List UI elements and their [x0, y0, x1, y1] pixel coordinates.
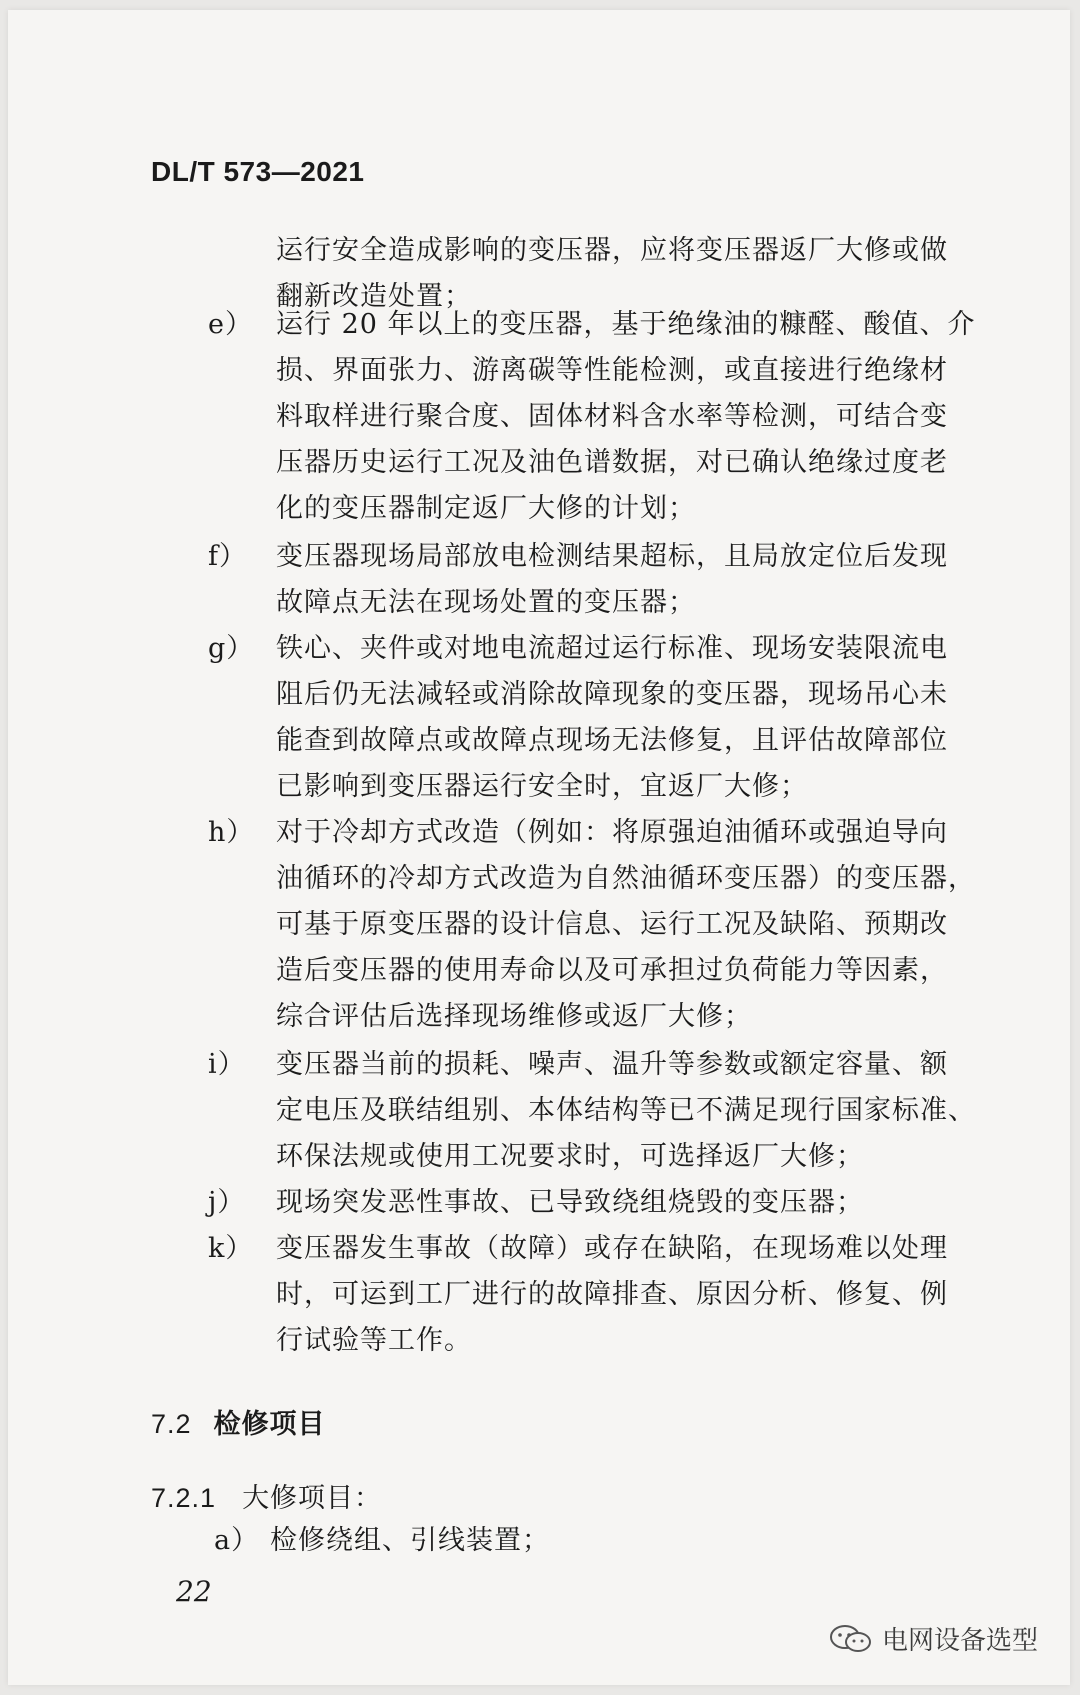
sub-list-item-a	[214, 1518, 1034, 1564]
text-line: 对于冷却方式改造（例如：将原强迫油循环或强迫导向	[276, 817, 948, 848]
standard-number: DL/T 573—2021	[151, 156, 365, 187]
text-line: 运行 20 年以上的变压器，基于绝缘油的糠醛、酸值、介	[276, 309, 976, 340]
list-marker: i）	[208, 1049, 246, 1080]
text-line: 时，可运到工厂进行的故障排查、原因分析、修复、例	[276, 1279, 948, 1310]
text-line: 已影响到变压器运行安全时，宜返厂大修；	[276, 771, 808, 802]
list-item-k	[208, 1226, 1028, 1364]
subsection-number: 7.2.1	[151, 1483, 217, 1513]
list-marker: j）	[208, 1187, 246, 1218]
text-line: 翻新改造处置；	[276, 281, 472, 312]
watermark	[828, 1620, 1038, 1657]
list-marker: g）	[208, 633, 255, 664]
text-line: 现场突发恶性事故、已导致绕组烧毁的变压器；	[276, 1187, 864, 1218]
text-line: 检修绕组、引线装置；	[270, 1525, 550, 1556]
list-item-e	[208, 302, 1028, 532]
wechat-icon	[828, 1624, 874, 1654]
text-line: 变压器发生事故（故障）或存在缺陷，在现场难以处理	[276, 1233, 948, 1264]
list-marker: e）	[208, 309, 253, 340]
text-line: 故障点无法在现场处置的变压器；	[276, 587, 696, 618]
list-item-j	[208, 1180, 1028, 1226]
text-line: 行试验等工作。	[276, 1325, 472, 1356]
section-number: 7.2	[151, 1409, 192, 1439]
subsection-title: 大修项目：	[242, 1483, 383, 1514]
text-line: 料取样进行聚合度、固体材料含水率等检测，可结合变	[276, 401, 948, 432]
watermark-text: 电网设备选型	[882, 1626, 1039, 1656]
document-page	[8, 10, 1070, 1685]
text-line: 阻后仍无法减轻或消除故障现象的变压器，现场吊心未	[276, 679, 948, 710]
section-heading	[151, 1402, 326, 1441]
text-line: 损、界面张力、游离碳等性能检测，或直接进行绝缘材	[276, 355, 948, 386]
list-item-f	[208, 534, 1028, 626]
text-line: 压器历史运行工况及油色谱数据，对已确认绝缘过度老	[276, 447, 948, 478]
list-item-g	[208, 626, 1028, 810]
text-line: 可基于原变压器的设计信息、运行工况及缺陷、预期改	[276, 909, 948, 940]
text-line: 化的变压器制定返厂大修的计划；	[276, 493, 696, 524]
section-title: 检修项目	[213, 1409, 326, 1440]
text-line: 综合评估后选择现场维修或返厂大修；	[276, 1001, 752, 1032]
text-line: 油循环的冷却方式改造为自然油循环变压器）的变压器，	[276, 863, 976, 894]
list-marker: a）	[214, 1525, 260, 1556]
page-number: 22	[176, 1575, 212, 1608]
subsection-heading	[151, 1476, 382, 1515]
list-marker: h）	[208, 817, 255, 848]
text-line: 变压器现场局部放电检测结果超标，且局放定位后发现	[276, 541, 948, 572]
list-marker: k）	[208, 1233, 254, 1264]
text-line: 能查到故障点或故障点现场无法修复，且评估故障部位	[276, 725, 948, 756]
text-line: 运行安全造成影响的变压器，应将变压器返厂大修或做	[276, 235, 948, 266]
text-line: 造后变压器的使用寿命以及可承担过负荷能力等因素，	[276, 955, 948, 986]
list-item-i	[208, 1042, 1028, 1180]
list-item-h	[208, 810, 1028, 1040]
text-line: 环保法规或使用工况要求时，可选择返厂大修；	[276, 1141, 864, 1172]
text-line: 铁心、夹件或对地电流超过运行标准、现场安装限流电	[276, 633, 948, 664]
list-marker: f）	[208, 541, 247, 572]
text-line: 变压器当前的损耗、噪声、温升等参数或额定容量、额	[276, 1049, 948, 1080]
text-line: 定电压及联结组别、本体结构等已不满足现行国家标准、	[276, 1095, 976, 1126]
